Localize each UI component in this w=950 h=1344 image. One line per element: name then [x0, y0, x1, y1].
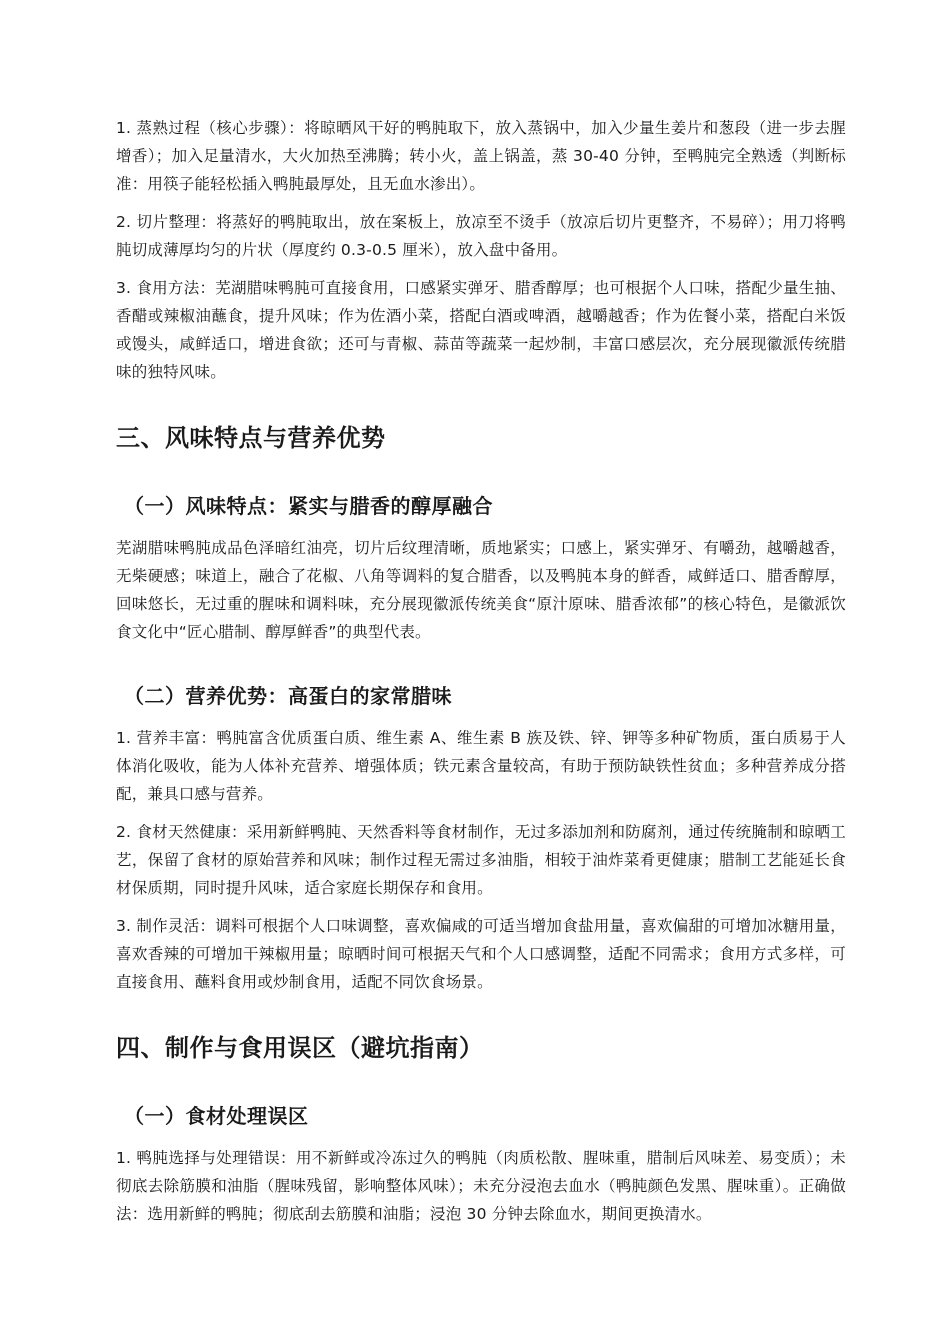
step-slicing: 2. 切片整理：将蒸好的鸭肫取出，放在案板上，放凉至不烫手（放凉后切片更整齐，不易碎）；用刀将鸭肫切成薄厚均匀的片状（厚度约 0.3-0.5 厘米），放入盘中备用。 [116, 213, 846, 259]
nutrition-item: 2. 食材天然健康：采用新鲜鸭肫、天然香料等食材制作，无过多添加剂和防腐剂，通过传统腌制和晾晒工艺，保留了食材的原始营养和风味；制作过程无需过多油脂，相较于油炸菜肴更健康；腊制工艺能延长食材保质期，同时提升风味，适合家庭长期保存和食用。 [116, 823, 846, 897]
subheading-ingredient-mistakes: （一）食材处理误区 [124, 1104, 309, 1128]
nutrition-item: 1. 营养丰富：鸭肫富含优质蛋白质、维生素 A、维生素 B 族及铁、锌、钾等多种矿物质，蛋白质易于人体消化吸收，能为人体补充营养、增强体质；铁元素含量较高，有助于预防缺铁性贫血；多种营养成分搭配，兼具口感与营养。 [116, 729, 846, 803]
nutrition-item: 3. 制作灵活：调料可根据个人口味调整，喜欢偏咸的可适当增加食盐用量，喜欢偏甜的可增加冰糖用量，喜欢香辣的可增加干辣椒用量；晾晒时间可根据天气和个人口感调整，适配不同需求；食用方式多样，可直接食用、蘸料食用或炒制食用，适配不同饮食场景。 [116, 917, 846, 991]
flavor-paragraph: 芜湖腊味鸭肫成品色泽暗红油亮，切片后纹理清晰，质地紧实；口感上，紧实弹牙、有嚼劲，越嚼越香，无柴硬感；味道上，融合了花椒、八角等调料的复合腊香，以及鸭肫本身的鲜香，咸鲜适口、腊香醇厚，回味悠长，无过重的腥味和调料味，充分展现徽派传统美食“原汁原味、腊香浓郁”的核心特色，是徽派饮食文化中“匠心腊制、醇厚鲜香”的典型代表。 [116, 539, 846, 641]
step-serving: 3. 食用方法：芜湖腊味鸭肫可直接食用，口感紧实弹牙、腊香醇厚；也可根据个人口味，搭配少量生抽、香醋或辣椒油蘸食，提升风味；作为佐酒小菜，搭配白酒或啤酒，越嚼越香；作为佐餐小菜，搭配白米饭或馒头，咸鲜适口，增进食欲；还可与青椒、蒜苗等蔬菜一起炒制，丰富口感层次，充分展现徽派传统腊味的独特风味。 [116, 279, 846, 381]
section-heading-flavor-nutrition: 三、风味特点与营养优势 [116, 424, 386, 452]
document-page [116, 114, 846, 1238]
subheading-flavor: （一）风味特点：紧实与腊香的醇厚融合 [124, 494, 493, 518]
subheading-nutrition: （二）营养优势：高蛋白的家常腊味 [124, 684, 452, 708]
mistake-item: 1. 鸭肫选择与处理错误：用不新鲜或冷冻过久的鸭肫（肉质松散、腥味重，腊制后风味差、易变质）；未彻底去除筋膜和油脂（腥味残留，影响整体风味）；未充分浸泡去血水（鸭肫颜色发黑、腥味重）。正确做法：选用新鲜的鸭肫；彻底刮去筋膜和油脂；浸泡 30 分钟去除血水，期间更换清水。 [116, 1149, 846, 1223]
section-heading-mistakes: 四、制作与食用误区（避坑指南） [116, 1034, 484, 1062]
step-steaming: 1. 蒸熟过程（核心步骤）：将晾晒风干好的鸭肫取下，放入蒸锅中，加入少量生姜片和葱段（进一步去腥增香）；加入足量清水，大火加热至沸腾；转小火，盖上锅盖，蒸 30-40 分钟，至鸭肫完全熟透（判断标准：用筷子能轻松插入鸭肫最厚处，且无血水渗出）。 [116, 119, 846, 193]
